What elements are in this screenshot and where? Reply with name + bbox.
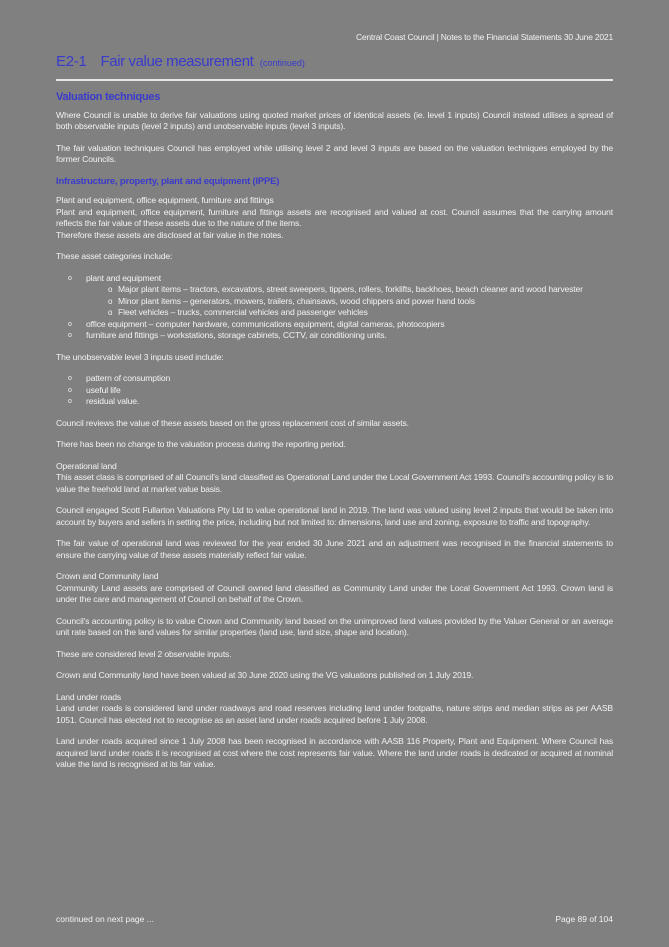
title-divider (56, 79, 613, 81)
section-number: E2-1 (56, 53, 87, 70)
running-header: Central Coast Council | Notes to the Financial Statements 30 June 2021 (355, 32, 613, 42)
list-item: o Fleet vehicles – trucks, commercial vehicles and passenger vehicles (108, 307, 368, 317)
list-item: o pattern of consumption (68, 373, 613, 385)
valuation-heading: Valuation techniques (56, 91, 161, 103)
categories-intro: These asset categories include: (56, 251, 173, 261)
content (56, 92, 613, 781)
section-title: Fair value measurement (100, 53, 254, 70)
crown-land-paragraph-1: Community Land assets are comprised of Council owned land classified as Community Land under the Local Government Act 1993. Crown land is under the care and management of Council on behalf of the Crown. (56, 582, 613, 604)
page-number: Page 89 of 104 (555, 914, 613, 924)
land-under-roads-paragraph-1: Land under roads is considered land under roadways and road reserves including land under footpaths, nature strips and median strips as per AASB 1051. Council has elected not to recognise as an asset land under roads acquired before 1 July 2008. (56, 703, 613, 725)
plant-paragraph-1: Plant and equipment, office equipment, furniture and fittings assets are recognised and valued at cost. Council assumes that the carrying amount reflects the fair value of these assets due to the nature of the items. (56, 206, 613, 228)
operational-land-paragraph-1: This asset class is comprised of all Council's land classified as Operational Land under the Local Government Act 1993. Council's accounting policy is to value the freehold land at market value basis. (56, 472, 613, 494)
reviews-paragraph: Council reviews the value of these assets based on the gross replacement cost of similar assets. (56, 417, 409, 428)
valuation-paragraph-2: The fair valuation techniques Council has employed while utilising level 2 and level 3 inputs are based on the valuation techniques employed by the former Councils. (56, 142, 613, 164)
plant-sublist (86, 284, 613, 319)
continued-note: continued on next page ... (56, 914, 154, 924)
operational-land-paragraph-2: Council engaged Scott Fullarton Valuations Pty Ltd to value operational land in 2019. The land was valued using level 2 inputs that would be taken into account by buyers and sellers in setting the price, including but not limited to: dimensions, land use and zoning, exposure to traffic and topography. (56, 505, 613, 527)
bullet-icon: o (108, 308, 113, 317)
land-under-roads-paragraph-2: Land under roads acquired since 1 July 2008 has been recognised in accordance with AASB 116 Property, Plant and Equipment. Where Council has acquired land under roads it is recognised at cost where the cost represents fair value. Where the land under roads is dedicated or acquired at nominal value the land is recognised at its fair value. (56, 736, 613, 769)
list-item: o residual value. (68, 396, 613, 408)
level3-intro: The unobservable level 3 inputs used include: (56, 351, 224, 362)
operational-land-heading: Operational land (56, 460, 117, 471)
ippe-heading: Infrastructure, property, plant and equipment (IPPE) (56, 175, 280, 187)
no-change-paragraph: There has been no change to the valuation process during the reporting period. (56, 439, 346, 449)
page-title (56, 53, 305, 71)
valuation-paragraph-1: Where Council is unable to derive fair valuations using quoted market prices of identical assets (ie. level 1 inputs) Council instead utilises a spread of both observable inputs (level 2 inputs) and unobservable inputs (level 3 inputs). (56, 109, 613, 131)
list-item: o Minor plant items – generators, mowers, trailers, chainsaws, wood chippers and power hand tools (108, 295, 475, 306)
list-item: o useful life (68, 385, 613, 397)
crown-land-heading: Crown and Community land (56, 571, 159, 581)
plant-heading: Plant and equipment, office equipment, furniture and fittings (56, 195, 274, 205)
plant-paragraph-2: Therefore these assets are disclosed at fair value in the notes. (56, 229, 284, 240)
crown-land-paragraph-3: These are considered level 2 observable inputs. (56, 648, 232, 659)
bullet-icon: o (108, 296, 113, 306)
level3-list (56, 373, 613, 408)
list-item: o Major plant items – tractors, excavators, street sweepers, tippers, rollers, forklifts, backhoes, beach cleaner and wood harvester (108, 284, 583, 294)
list-item: o office equipment – computer hardware, communications equipment, digital cameras, photocopiers (68, 319, 613, 331)
title-continued: (continued) (259, 58, 305, 68)
crown-land-paragraph-4: Crown and Community land have been valued at 30 June 2020 using the VG valuations published on 1 July 2019. (56, 670, 474, 680)
categories-list (56, 273, 613, 342)
crown-land-paragraph-2: Council's accounting policy is to value Crown and Community land based on the unimproved land values provided by the Valuer General or an average unit rate based on the land values for similar properties (land use, land size, shape and location). (56, 615, 613, 637)
bullet-icon: o (108, 285, 113, 294)
list-item: o furniture and fittings – workstations, storage cabinets, CCTV, air conditioning units. (68, 330, 613, 342)
operational-land-paragraph-3: The fair value of operational land was reviewed for the year ended 30 June 2021 and an adjustment was recognised in the financial statements to ensure the carrying value of these assets materially reflect fair value. (56, 538, 613, 560)
list-item: o plant and equipment o Major plant items – tractors, excavators, street sweepers, tippers, rollers, forklifts, backhoes, beach cleaner and wood harvester o Minor plant items – generators, mowers, trailers, chainsaws, wood chippers and power hand tools o Fleet vehicles – trucks, commercial vehicles and passenger vehicles (68, 273, 613, 319)
land-under-roads-heading: Land under roads (56, 691, 121, 702)
